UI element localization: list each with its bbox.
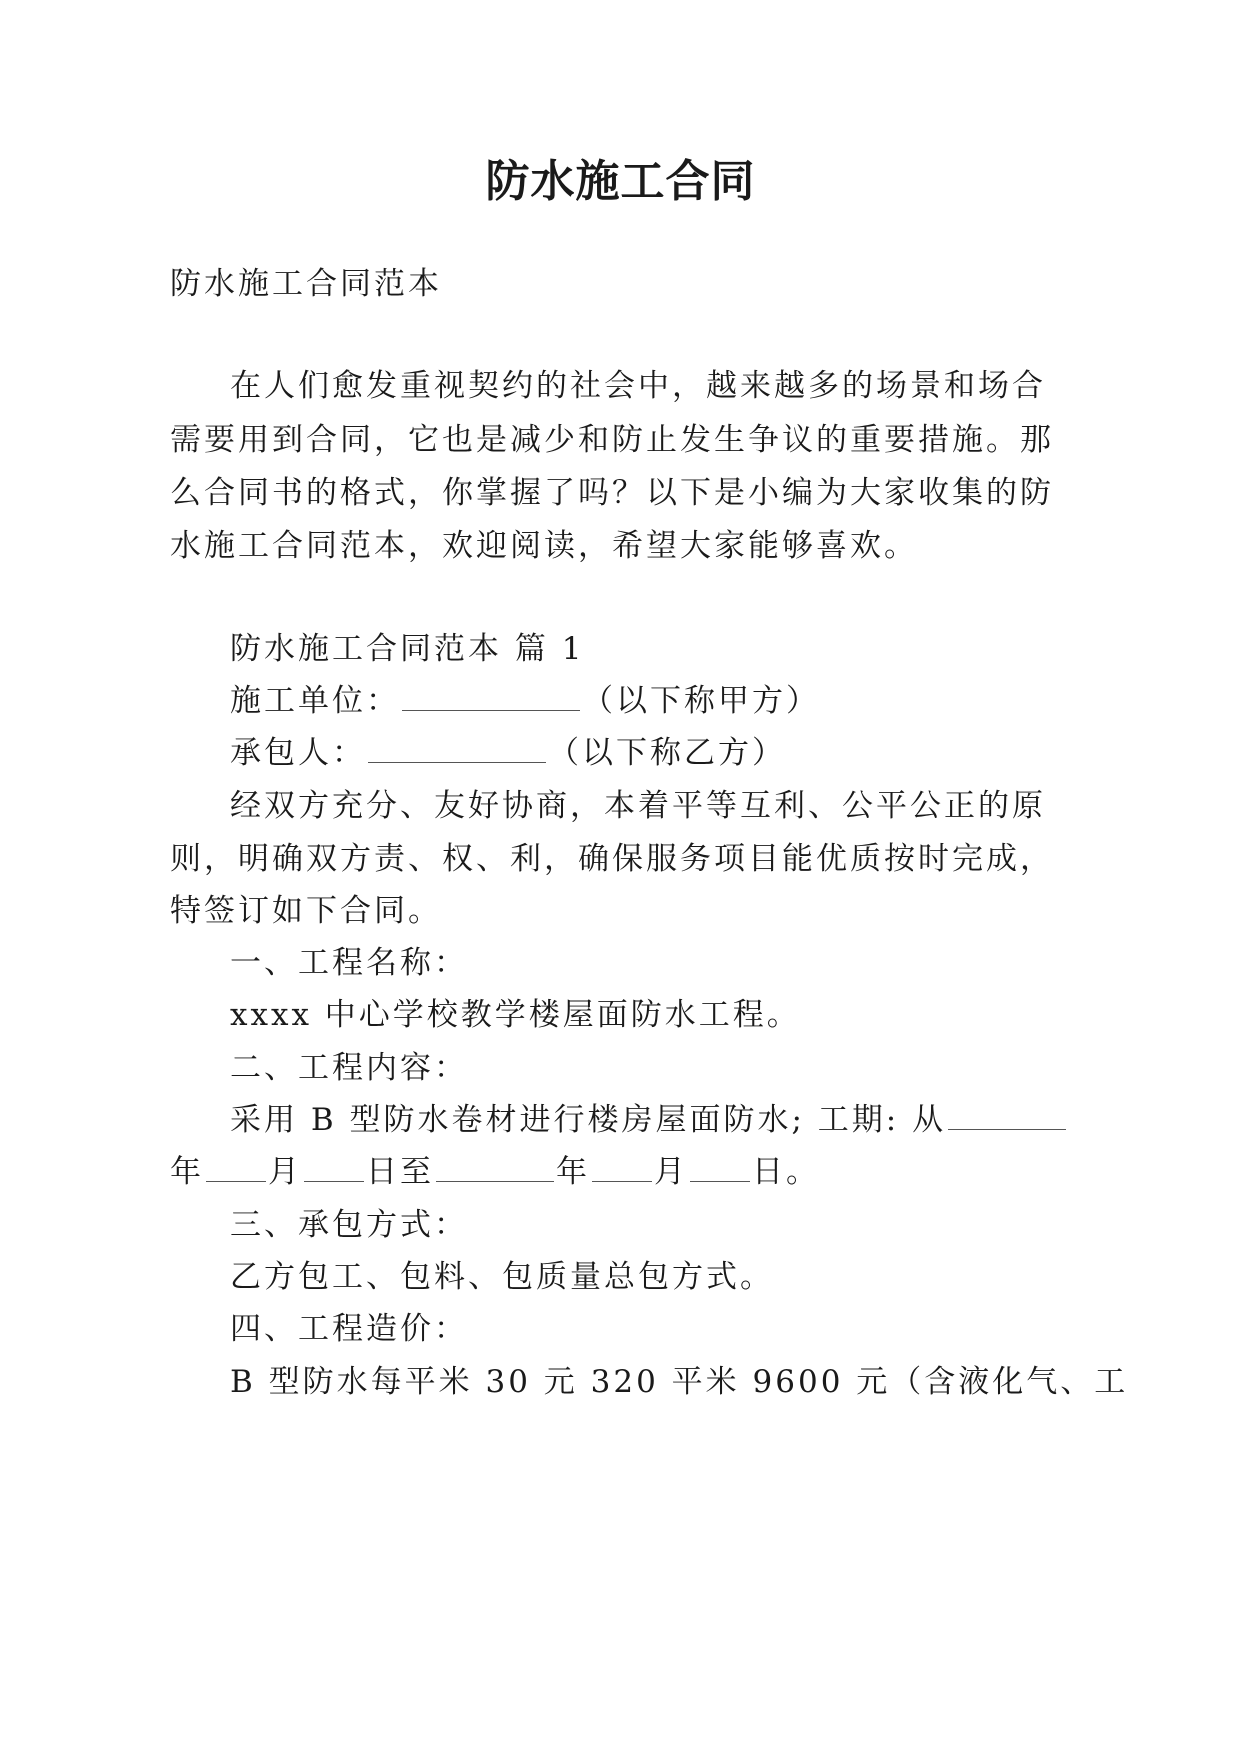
party-a-line [230, 679, 820, 723]
clause-3-heading: 三、承包方式： [230, 1207, 468, 1243]
start-month-blank [206, 1151, 266, 1182]
party-a-label: 施工单位： [230, 683, 400, 719]
party-b-suffix: （以下称乙方） [548, 735, 786, 771]
clause-2-body-text: 采用 B 型防水卷材进行楼房屋面防水; 工期: 从 [230, 1102, 947, 1138]
clause-2-heading: 二、工程内容： [230, 1050, 468, 1086]
preamble-line-3: 特签订如下合同。 [170, 893, 442, 929]
end-month-label: 月 [654, 1154, 688, 1190]
clause-4-heading: 四、工程造价： [230, 1311, 468, 1347]
party-a-suffix: （以下称甲方） [582, 683, 820, 719]
clause-1-heading: 一、工程名称： [230, 945, 468, 981]
party-b-blank [368, 732, 546, 763]
clause-1-body: xxxx 中心学校教学楼屋面防水工程。 [230, 997, 801, 1033]
end-year-blank [436, 1151, 554, 1182]
start-day-blank [304, 1151, 364, 1182]
intro-line-1: 在人们愈发重视契约的社会中，越来越多的场景和场合 [230, 368, 1046, 404]
start-year-label: 年 [170, 1154, 204, 1190]
end-day-label: 日。 [752, 1154, 820, 1190]
end-day-blank [690, 1151, 750, 1182]
clause-2-body-line-1 [230, 1098, 1068, 1142]
party-b-line [230, 731, 786, 775]
clause-4-body: B 型防水每平米 30 元 320 平米 9600 元（含液化气、工 [230, 1364, 1129, 1400]
document-subtitle: 防水施工合同范本 [170, 266, 442, 302]
preamble-line-1: 经双方充分、友好协商，本着平等互利、公平公正的原 [230, 788, 1046, 824]
party-b-label: 承包人： [230, 735, 366, 771]
start-year-blank [948, 1099, 1066, 1130]
clause-3-body: 乙方包工、包料、包质量总包方式。 [230, 1259, 774, 1295]
clause-2-date-line [170, 1150, 820, 1194]
end-month-blank [592, 1151, 652, 1182]
end-year-label: 年 [556, 1154, 590, 1190]
preamble-line-2: 则，明确双方责、权、利，确保服务项目能优质按时完成， [170, 841, 1054, 877]
start-day-label: 日至 [366, 1154, 434, 1190]
intro-line-2: 需要用到合同，它也是减少和防止发生争议的重要措施。那 [170, 422, 1054, 458]
party-a-blank [402, 680, 580, 711]
document-title: 防水施工合同 [485, 156, 756, 207]
start-month-label: 月 [268, 1154, 302, 1190]
intro-line-4: 水施工合同范本，欢迎阅读，希望大家能够喜欢。 [170, 528, 918, 564]
section-heading: 防水施工合同范本 篇 1 [230, 631, 585, 667]
intro-line-3: 么合同书的格式，你掌握了吗？以下是小编为大家收集的防 [170, 475, 1054, 511]
